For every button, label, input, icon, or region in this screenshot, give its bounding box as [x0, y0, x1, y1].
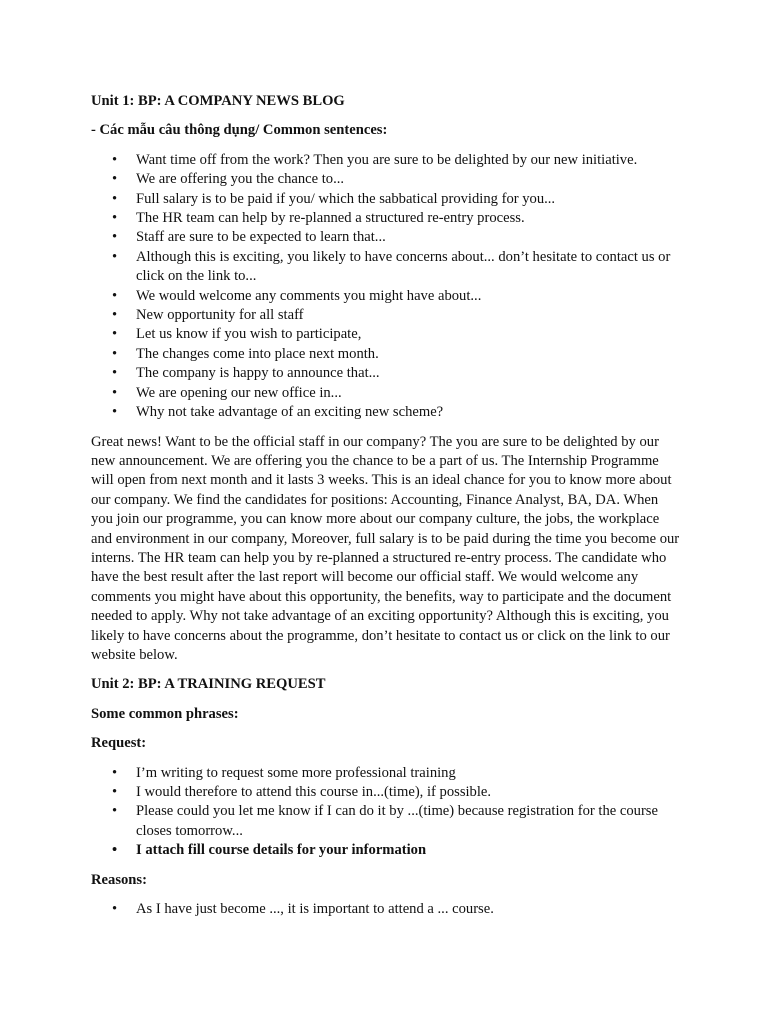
list-item [91, 802, 683, 841]
request-list [91, 764, 683, 861]
bullet-icon: • [112, 210, 118, 227]
bullet-icon: • [112, 248, 118, 265]
list-item-text: I would therefore to attend this course in...(time), if possible. [136, 784, 492, 800]
bullet-icon: • [112, 151, 118, 168]
bullet-icon: • [112, 842, 118, 859]
list-item [91, 170, 683, 189]
list-item [91, 287, 683, 306]
list-item-text: The changes come into place next month. [136, 345, 379, 362]
list-item [91, 325, 683, 344]
list-item [91, 151, 683, 170]
reasons-heading: Reasons: [91, 871, 147, 888]
unit1-sentence-list [91, 151, 683, 423]
unit1-title: Unit 1: BP: A COMPANY NEWS BLOG [91, 93, 345, 109]
bullet-icon: • [112, 171, 118, 188]
reasons-list [91, 900, 683, 919]
list-item [91, 783, 683, 802]
bullet-icon: • [112, 784, 118, 800]
list-item [91, 403, 683, 422]
list-item [91, 345, 683, 364]
bullet-icon: • [112, 764, 118, 781]
bullet-icon: • [112, 384, 118, 401]
list-item [91, 764, 683, 783]
list-item-text: I attach fill course details for your information [136, 842, 427, 859]
list-item [91, 228, 683, 247]
list-item-text: Please could you let me know if I can do it by ...(time) because registration for the course closes tomorrow... [136, 803, 658, 839]
unit2-phrases-heading: Some common phrases: [91, 705, 239, 722]
bullet-icon: • [112, 307, 118, 324]
list-item-text: I’m writing to request some more professional training [136, 764, 456, 781]
list-item [91, 248, 683, 287]
bullet-icon: • [112, 404, 118, 421]
list-item [91, 364, 683, 383]
list-item-text: Want time off from the work? Then you are sure to be delighted by our new initiative. [136, 151, 638, 168]
list-item-text: We are offering you the chance to... [136, 171, 345, 188]
list-item-text: As I have just become ..., it is important to attend a ... course. [136, 901, 494, 918]
list-item [91, 306, 683, 325]
unit1-paragraph: Great news! Want to be the official staff in our company? The you are sure to be delighted by our new announcement. We are offering you the chance to be a part of us. The Internship Programme will open from next month and it lasts 3 weeks. This is an ideal chance for you to know more about our company. We find the candidates for positions: Accounting, Finance Analyst, BA, DA. When you join our programme, you can know more about our company culture, the jobs, the workplace and environment in our company, Moreover, full salary is to be paid during the time you become our interns. The HR team can help you by re-planned a structured re-entry process. The candidate who have the best result after the last report will become our official staff. We would welcome any comments you might have about this opportunity, the benefits, way to participate and the document needed to apply. Why not take advantage of an exciting opportunity? Although this is exciting, you likely to have concerns about the programme, don’t hesitate to contact us or click on the link to our website below. [91, 433, 680, 663]
list-item-text: Staff are sure to be expected to learn that... [136, 229, 386, 246]
bullet-icon: • [112, 229, 118, 246]
list-item-text: We are opening our new office in... [136, 384, 342, 401]
bullet-icon: • [112, 901, 118, 918]
bullet-icon: • [112, 803, 118, 820]
document-page [91, 92, 683, 929]
list-item-text: The HR team can help by re-planned a structured re-entry process. [136, 210, 525, 227]
bullet-icon: • [112, 345, 118, 362]
bullet-icon: • [112, 287, 118, 304]
bullet-icon: • [112, 326, 118, 343]
unit2-title: Unit 2: BP: A TRAINING REQUEST [91, 676, 326, 693]
list-item-text: We would welcome any comments you might have about... [136, 287, 482, 304]
list-item-text: Although this is exciting, you likely to have concerns about... don’t hesitate to contact us or click on the link to... [136, 248, 671, 285]
bullet-icon: • [112, 365, 118, 382]
list-item [91, 841, 683, 860]
list-item-text: Why not take advantage of an exciting new scheme? [136, 404, 444, 421]
list-item [91, 190, 683, 209]
list-item-text: Let us know if you wish to participate, [136, 326, 362, 343]
list-item-text: New opportunity for all staff [136, 307, 304, 324]
list-item-text: Full salary is to be paid if you/ which the sabbatical providing for you... [136, 190, 556, 207]
list-item-text: The company is happy to announce that... [136, 365, 380, 382]
request-heading: Request: [91, 735, 147, 752]
list-item [91, 209, 683, 228]
unit1-subtitle: - Các mẫu câu thông dụng/ Common sentences: [91, 122, 388, 139]
list-item [91, 384, 683, 403]
bullet-icon: • [112, 190, 118, 207]
list-item [91, 900, 683, 919]
